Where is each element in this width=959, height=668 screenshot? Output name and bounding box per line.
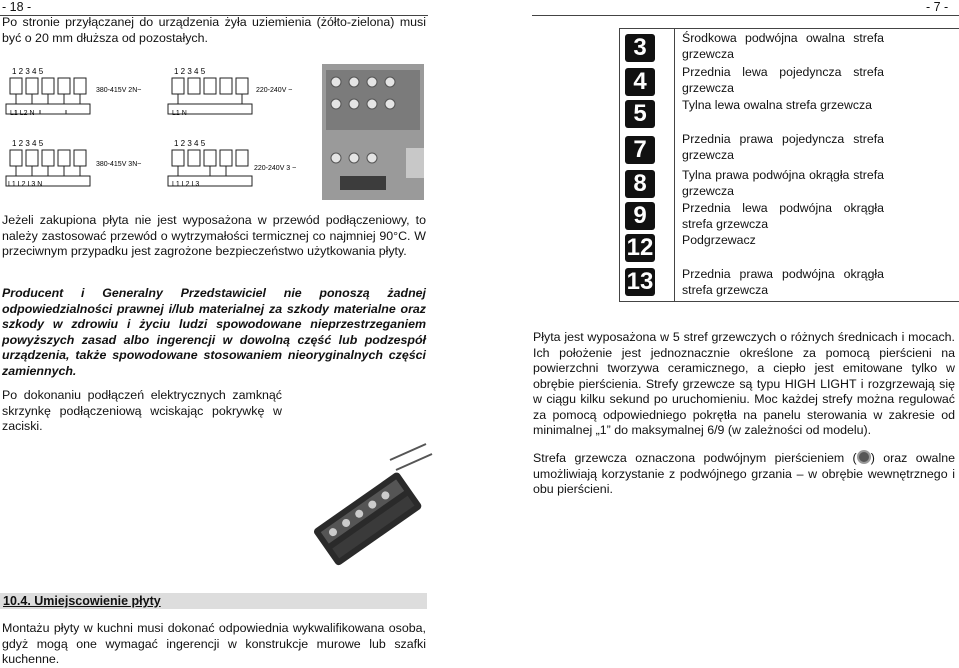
liability-paragraph: Producent i Generalny Przedstawiciel nie ponoszą żadnej odpowiedzialności prawnej i/lub materialnej za szkody materialne oraz szkody w zdrowiu i życiu ludzi spowodowane nieprzestrzeganiem powyższych zasad albo ingerencji w dowolną część lub podzespół urządzenia, także spowodowane stosowaniem nieoryginalnych części zamiennych. xyxy=(2,286,426,378)
zone-number-9: 9 xyxy=(625,202,655,230)
cable-paragraph: Jeżeli zakupiona płyta nie jest wyposażona w przewód podłączeniowy, to należy zastosować przewód o wytrzymałości termicznej co najmniej 90°C. W przeciwnym przypadku jest zagrożone bezpieczeństwo użytkowania płyty. xyxy=(2,213,426,258)
zones-legend-table xyxy=(619,28,959,301)
page-number-right: - 7 - xyxy=(926,0,949,14)
double-ring-text-1: Strefa grzewcza oznaczona podwójnym pierścieniem ( xyxy=(533,451,857,465)
earth-wire-paragraph: Po stronie przyłączanej do urządzenia żyła uziemienia (żółto-zielona) musi być o 20 mm dłuższa od pozostałych. xyxy=(2,15,426,45)
zone-number-12: 12 xyxy=(626,234,654,261)
voltage-a2: 220-240V ~ xyxy=(256,87,293,94)
zone-desc-9: Przednia lewa podwójna okrągła strefa grzewcza xyxy=(682,201,884,231)
section-heading-placement xyxy=(0,593,427,609)
page-number-left: - 18 - xyxy=(2,0,32,14)
zone-number-4: 4 xyxy=(625,68,655,96)
zone-desc-4: Przednia lewa pojedyncza strefa grzewcza xyxy=(682,65,884,95)
phase-a1: L1 L2 N xyxy=(10,110,35,117)
connection-box-photo xyxy=(296,440,436,580)
zones-paragraph: Płyta jest wyposażona w 5 stref grzewczych o różnych średnicach i mocach. Ich położenie jest jednoznacznie określone za pomocą pierścieni na powierzchni tworzywa ceramicznego, a ciepło jest emitowane tylko w obrębie pierścienia. Strefy grzewcze są typu HIGH LIGHT i rozgrzewają się w ciągu kilku sekund po uruchomieniu. Moc każdej strefy można regulować za pomocą odpowiedniego pokrętła na panelu sterowania w zakresie od minimalnej „1” do maksymalnej 6/9 (w zależności od modelu). xyxy=(533,330,955,437)
voltage-b1: 380-415V 3N~ xyxy=(96,161,142,168)
wiring-diagram xyxy=(0,58,426,204)
header-rule-right xyxy=(532,15,959,16)
zone-desc-5: Tylna lewa owalna strefa grzewcza xyxy=(682,98,873,112)
phase-a2: L1 N xyxy=(172,110,187,117)
terminal-numbers-b: 1 2 3 4 5 xyxy=(174,67,206,76)
zone-desc-13: Przednia prawa podwójna okrągła strefa grzewcza xyxy=(682,267,884,297)
terminal-numbers-a: 1 2 3 4 5 xyxy=(12,67,44,76)
zone-number-7: 7 xyxy=(625,136,655,164)
zone-desc-8: Tylna prawa podwójna okrągła strefa grzewcza xyxy=(682,168,884,198)
zone-number-13: 13 xyxy=(626,268,654,295)
connection-box-graphic xyxy=(296,440,436,580)
voltage-b2: 220-240V 3 ~ xyxy=(254,165,297,172)
wiring-diagram-graphic xyxy=(0,58,426,204)
phase-b1: L1 L2 L3 N xyxy=(8,181,43,188)
zone-number-3: 3 xyxy=(625,34,655,62)
zone-desc-12: Podgrzewacz xyxy=(682,233,756,247)
double-ring-icon xyxy=(857,450,871,464)
double-ring-paragraph xyxy=(533,450,955,498)
zone-desc-7: Przednia prawa pojedyncza strefa grzewcza xyxy=(682,132,884,162)
voltage-a1: 380-415V 2N~ xyxy=(96,87,142,94)
close-box-paragraph: Po dokonaniu podłączeń elektrycznych zamknąć skrzynkę podłączeniową wciskając pokrywkę w zaciski. xyxy=(2,388,282,433)
terminal-numbers-c: 1 2 3 4 5 xyxy=(12,139,44,148)
phase-b2: L1 L2 L3 xyxy=(172,181,200,188)
double-ring-text-2: ) oraz owalne umożliwiają korzystanie z podwójnego grzania – w obrębie wewnętrznego i obu pierścieni. xyxy=(533,451,955,496)
mounting-paragraph: Montażu płyty w kuchni musi dokonać odpowiednia wykwalifikowana osoba, gdyż mogą one wymagać ingerencji w konstrukcje murowe lub szafki kuchenne. xyxy=(2,621,426,666)
zone-desc-3: Środkowa podwójna owalna strefa grzewcza xyxy=(682,31,884,61)
zone-number-5: 5 xyxy=(625,100,655,128)
terminal-numbers-d: 1 2 3 4 5 xyxy=(174,139,206,148)
section-heading-text: 10.4. Umiejscowienie płyty xyxy=(3,594,161,608)
zone-number-8: 8 xyxy=(625,170,655,198)
